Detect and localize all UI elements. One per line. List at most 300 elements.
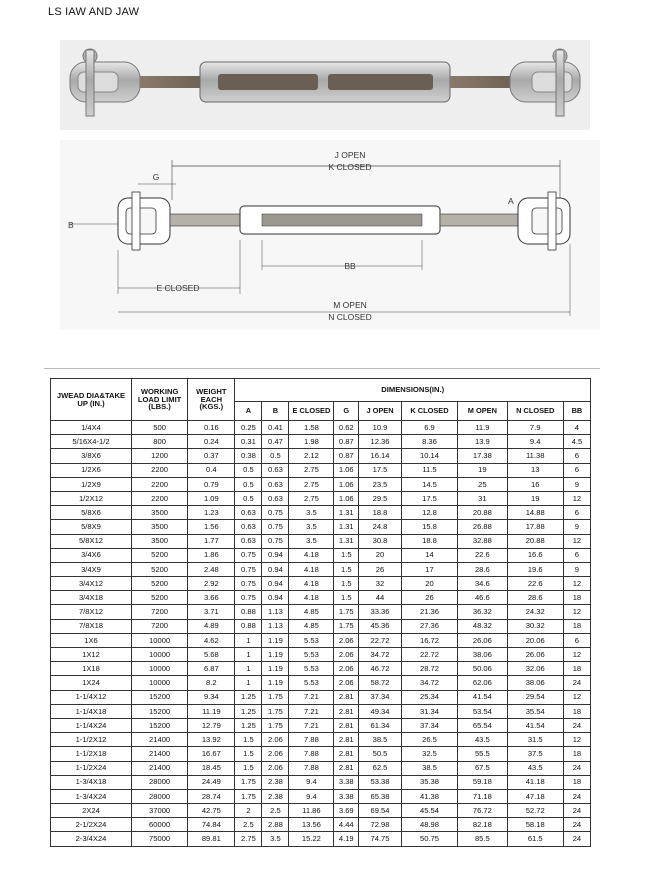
table-cell: 1: [235, 633, 262, 647]
table-cell: 24: [563, 818, 590, 832]
table-cell: 47.18: [507, 789, 563, 803]
table-row: [51, 662, 591, 676]
table-cell: 38.06: [458, 648, 507, 662]
table-cell: 2.06: [334, 633, 359, 647]
spec-table-wrapper: [50, 378, 591, 847]
table-cell: 3.66: [188, 591, 235, 605]
table-cell: 0.63: [235, 506, 262, 520]
table-cell: 8.36: [401, 435, 457, 449]
table-cell: 37.34: [401, 718, 457, 732]
table-cell: 28.74: [188, 789, 235, 803]
table-cell: 5200: [131, 562, 187, 576]
table-cell: 74.84: [188, 818, 235, 832]
table-cell: 1.25: [235, 718, 262, 732]
table-cell: 16.14: [359, 449, 402, 463]
table-row: [51, 633, 591, 647]
table-cell: 25: [458, 477, 507, 491]
table-cell: 10000: [131, 633, 187, 647]
table-cell: 26.06: [507, 648, 563, 662]
table-cell: 0.63: [235, 534, 262, 548]
table-cell: 0.75: [235, 548, 262, 562]
label-a: A: [508, 196, 514, 206]
table-cell: 500: [131, 421, 187, 435]
table-cell: 3.5: [289, 506, 334, 520]
label-m-open: M OPEN: [333, 300, 367, 310]
table-cell: 61.5: [507, 832, 563, 846]
table-cell: 62.06: [458, 676, 507, 690]
table-cell: 2.5: [262, 804, 289, 818]
table-cell: 0.38: [235, 449, 262, 463]
table-cell: 5.53: [289, 648, 334, 662]
table-cell: 7.88: [289, 761, 334, 775]
table-cell: 1.5: [334, 548, 359, 562]
table-cell: 2.48: [188, 562, 235, 576]
header-dim: N CLOSED: [507, 402, 563, 421]
table-cell: 2.81: [334, 718, 359, 732]
table-cell: 50.06: [458, 662, 507, 676]
table-cell: 22.6: [507, 577, 563, 591]
table-row: [51, 421, 591, 435]
table-cell: 52.72: [507, 804, 563, 818]
table-cell: 18.8: [359, 506, 402, 520]
table-cell: 75000: [131, 832, 187, 846]
table-cell: 6: [563, 506, 590, 520]
table-cell: 5200: [131, 591, 187, 605]
table-cell: 12: [563, 648, 590, 662]
table-cell: 10.9: [359, 421, 402, 435]
table-cell: 38.06: [507, 676, 563, 690]
table-cell: 11.38: [507, 449, 563, 463]
table-cell: 55.5: [458, 747, 507, 761]
table-cell: 7.21: [289, 718, 334, 732]
table-cell: 1.75: [334, 605, 359, 619]
table-cell: 35.38: [401, 775, 457, 789]
table-row: [51, 520, 591, 534]
table-cell: 3/4X9: [51, 562, 132, 576]
table-cell: 9.4: [507, 435, 563, 449]
table-cell: 24: [563, 761, 590, 775]
table-cell: 19: [458, 463, 507, 477]
table-cell: 0.63: [262, 463, 289, 477]
table-cell: 41.18: [507, 775, 563, 789]
table-cell: 1.06: [334, 463, 359, 477]
label-e-closed: E CLOSED: [156, 283, 200, 293]
table-cell: 28.72: [401, 662, 457, 676]
table-row: [51, 463, 591, 477]
table-cell: 65.38: [359, 789, 402, 803]
table-cell: 4: [563, 421, 590, 435]
dimension-drawing: [60, 140, 600, 330]
table-cell: 0.75: [235, 577, 262, 591]
table-cell: 0.5: [235, 477, 262, 491]
table-cell: 1.77: [188, 534, 235, 548]
table-cell: 0.4: [188, 463, 235, 477]
table-cell: 7.88: [289, 733, 334, 747]
table-cell: 19: [507, 491, 563, 505]
table-cell: 12: [563, 534, 590, 548]
table-cell: 1.19: [262, 676, 289, 690]
table-row: [51, 676, 591, 690]
table-cell: 1.06: [334, 491, 359, 505]
table-cell: 4.62: [188, 633, 235, 647]
header-dim: A: [235, 402, 262, 421]
table-cell: 12.79: [188, 718, 235, 732]
label-j-open: J OPEN: [334, 150, 366, 160]
table-cell: 20.88: [458, 506, 507, 520]
table-cell: 1-1/4X18: [51, 704, 132, 718]
table-cell: 27.36: [401, 619, 457, 633]
table-cell: 1X24: [51, 676, 132, 690]
table-cell: 49.34: [359, 704, 402, 718]
table-cell: 17: [401, 562, 457, 576]
table-cell: 18: [563, 591, 590, 605]
table-cell: 31.34: [401, 704, 457, 718]
table-cell: 15200: [131, 704, 187, 718]
table-cell: 5.53: [289, 633, 334, 647]
table-cell: 58.18: [507, 818, 563, 832]
table-row: [51, 577, 591, 591]
table-cell: 1: [235, 662, 262, 676]
table-cell: 20: [359, 548, 402, 562]
table-cell: 7200: [131, 619, 187, 633]
table-cell: 28000: [131, 789, 187, 803]
header-dimensions: DIMENSIONS(IN.): [235, 379, 591, 402]
table-cell: 0.79: [188, 477, 235, 491]
table-cell: 1.13: [262, 605, 289, 619]
table-cell: 16.67: [188, 747, 235, 761]
table-cell: 0.75: [262, 534, 289, 548]
table-cell: 13: [507, 463, 563, 477]
table-cell: 0.88: [235, 619, 262, 633]
table-cell: 1X18: [51, 662, 132, 676]
table-cell: 1: [235, 676, 262, 690]
table-cell: 1.31: [334, 506, 359, 520]
table-cell: 12: [563, 733, 590, 747]
table-cell: 1.75: [235, 789, 262, 803]
table-cell: 2.06: [262, 761, 289, 775]
table-cell: 17.5: [359, 463, 402, 477]
table-cell: 22.72: [401, 648, 457, 662]
table-cell: 5.53: [289, 676, 334, 690]
table-cell: 45.36: [359, 619, 402, 633]
table-cell: 1.25: [235, 704, 262, 718]
table-cell: 31: [458, 491, 507, 505]
table-cell: 24: [563, 789, 590, 803]
table-cell: 24: [563, 832, 590, 846]
table-cell: 65.54: [458, 718, 507, 732]
table-cell: 1X6: [51, 633, 132, 647]
table-row: [51, 491, 591, 505]
table-cell: 0.87: [334, 449, 359, 463]
table-row: [51, 818, 591, 832]
table-cell: 2.75: [289, 477, 334, 491]
table-cell: 1.5: [235, 747, 262, 761]
table-cell: 53.38: [359, 775, 402, 789]
table-cell: 2200: [131, 491, 187, 505]
table-cell: 3.5: [262, 832, 289, 846]
table-cell: 32.5: [401, 747, 457, 761]
table-cell: 10000: [131, 676, 187, 690]
table-cell: 12.8: [401, 506, 457, 520]
table-cell: 3.71: [188, 605, 235, 619]
table-cell: 22.6: [458, 548, 507, 562]
table-cell: 2.5: [235, 818, 262, 832]
table-cell: 2.75: [235, 832, 262, 846]
table-cell: 1.86: [188, 548, 235, 562]
table-cell: 59.18: [458, 775, 507, 789]
table-cell: 7/8X18: [51, 619, 132, 633]
table-cell: 41.54: [458, 690, 507, 704]
table-cell: 0.63: [235, 520, 262, 534]
label-k-closed: K CLOSED: [328, 162, 372, 172]
table-cell: 2.81: [334, 747, 359, 761]
table-cell: 21.36: [401, 605, 457, 619]
table-cell: 2.06: [334, 676, 359, 690]
table-cell: 32.06: [507, 662, 563, 676]
table-cell: 42.75: [188, 804, 235, 818]
table-cell: 6: [563, 463, 590, 477]
table-row: [51, 789, 591, 803]
table-row: [51, 534, 591, 548]
table-cell: 67.5: [458, 761, 507, 775]
label-b: B: [68, 220, 74, 230]
table-cell: 2.06: [262, 747, 289, 761]
table-cell: 69.54: [359, 804, 402, 818]
table-cell: 1/2X9: [51, 477, 132, 491]
table-cell: 45.54: [401, 804, 457, 818]
table-cell: 1.13: [262, 619, 289, 633]
table-row: [51, 562, 591, 576]
table-cell: 18: [563, 775, 590, 789]
table-cell: 0.94: [262, 548, 289, 562]
table-cell: 9: [563, 520, 590, 534]
table-cell: 34.6: [458, 577, 507, 591]
table-cell: 0.87: [334, 435, 359, 449]
table-row: [51, 832, 591, 846]
table-cell: 800: [131, 435, 187, 449]
table-cell: 18: [563, 619, 590, 633]
table-cell: 0.63: [262, 491, 289, 505]
table-cell: 1.5: [334, 591, 359, 605]
table-cell: 4.89: [188, 619, 235, 633]
table-row: [51, 449, 591, 463]
table-cell: 0.75: [262, 520, 289, 534]
table-cell: 3500: [131, 534, 187, 548]
table-cell: 1.75: [262, 690, 289, 704]
table-cell: 1-1/4X24: [51, 718, 132, 732]
table-cell: 0.31: [235, 435, 262, 449]
table-cell: 15200: [131, 718, 187, 732]
table-cell: 6: [563, 633, 590, 647]
table-cell: 1.75: [262, 718, 289, 732]
table-cell: 28000: [131, 775, 187, 789]
table-cell: 0.63: [262, 477, 289, 491]
table-cell: 1.09: [188, 491, 235, 505]
table-cell: 28.6: [458, 562, 507, 576]
table-cell: 12: [563, 605, 590, 619]
table-cell: 4.5: [563, 435, 590, 449]
table-cell: 18: [563, 704, 590, 718]
table-cell: 11.19: [188, 704, 235, 718]
table-cell: 41.38: [401, 789, 457, 803]
table-cell: 12: [563, 491, 590, 505]
table-cell: 2200: [131, 477, 187, 491]
table-cell: 23.5: [359, 477, 402, 491]
table-cell: 4.18: [289, 548, 334, 562]
header-dim: B: [262, 402, 289, 421]
table-cell: 4.85: [289, 605, 334, 619]
table-cell: 1.19: [262, 648, 289, 662]
table-cell: 13.92: [188, 733, 235, 747]
table-cell: 1.5: [235, 761, 262, 775]
table-cell: 1-3/4X24: [51, 789, 132, 803]
table-cell: 18: [563, 662, 590, 676]
table-cell: 24.8: [359, 520, 402, 534]
table-cell: 37.34: [359, 690, 402, 704]
table-cell: 2.38: [262, 789, 289, 803]
table-cell: 0.41: [262, 421, 289, 435]
table-cell: 2.92: [188, 577, 235, 591]
table-cell: 9: [563, 562, 590, 576]
table-row: [51, 435, 591, 449]
table-cell: 7.9: [507, 421, 563, 435]
table-cell: 4.18: [289, 577, 334, 591]
table-cell: 1/4X4: [51, 421, 132, 435]
table-cell: 2-3/4X24: [51, 832, 132, 846]
table-cell: 33.36: [359, 605, 402, 619]
table-cell: 50.75: [401, 832, 457, 846]
table-cell: 3/4X6: [51, 548, 132, 562]
table-cell: 29.5: [359, 491, 402, 505]
table-cell: 11.86: [289, 804, 334, 818]
table-cell: 1X12: [51, 648, 132, 662]
table-cell: 31.5: [507, 733, 563, 747]
header-dim: BB: [563, 402, 590, 421]
table-cell: 1.06: [334, 477, 359, 491]
table-cell: 12: [563, 690, 590, 704]
header-dim: J OPEN: [359, 402, 402, 421]
table-cell: 1.19: [262, 633, 289, 647]
table-cell: 6: [563, 449, 590, 463]
table-cell: 1-3/4X18: [51, 775, 132, 789]
header-working-load: WORKING LOAD LIMIT (LBS.): [131, 379, 187, 421]
table-cell: 24: [563, 676, 590, 690]
page-title: LS IAW AND JAW: [48, 6, 140, 18]
table-cell: 2.06: [334, 648, 359, 662]
table-cell: 24.32: [507, 605, 563, 619]
table-row: [51, 548, 591, 562]
table-cell: 2.06: [262, 733, 289, 747]
table-cell: 28.6: [507, 591, 563, 605]
table-cell: 3.5: [289, 534, 334, 548]
table-cell: 3/8X6: [51, 449, 132, 463]
table-cell: 26.5: [401, 733, 457, 747]
table-row: [51, 506, 591, 520]
table-cell: 3500: [131, 520, 187, 534]
spec-table: [50, 378, 591, 847]
table-cell: 7.21: [289, 690, 334, 704]
header-dim: G: [334, 402, 359, 421]
table-row: [51, 733, 591, 747]
table-cell: 22.72: [359, 633, 402, 647]
table-cell: 2X24: [51, 804, 132, 818]
table-cell: 11.9: [458, 421, 507, 435]
table-row: [51, 591, 591, 605]
table-cell: 12: [563, 577, 590, 591]
table-cell: 46.6: [458, 591, 507, 605]
table-cell: 0.5: [262, 449, 289, 463]
table-cell: 18.45: [188, 761, 235, 775]
table-cell: 1.5: [235, 733, 262, 747]
table-cell: 1.25: [235, 690, 262, 704]
table-cell: 60000: [131, 818, 187, 832]
table-row: [51, 605, 591, 619]
table-cell: 1-1/2X12: [51, 733, 132, 747]
table-cell: 17.38: [458, 449, 507, 463]
turnbuckle-photo: [60, 40, 590, 130]
table-cell: 5200: [131, 577, 187, 591]
table-cell: 38.5: [359, 733, 402, 747]
header-dim: E CLOSED: [289, 402, 334, 421]
table-cell: 21400: [131, 761, 187, 775]
table-cell: 76.72: [458, 804, 507, 818]
table-cell: 7/8X12: [51, 605, 132, 619]
table-row: [51, 761, 591, 775]
table-cell: 71.18: [458, 789, 507, 803]
table-cell: 48.98: [401, 818, 457, 832]
table-cell: 2: [235, 804, 262, 818]
table-cell: 30.8: [359, 534, 402, 548]
table-row: [51, 477, 591, 491]
table-cell: 1.5: [334, 562, 359, 576]
table-cell: 4.85: [289, 619, 334, 633]
header-dim: M OPEN: [458, 402, 507, 421]
table-cell: 0.75: [262, 506, 289, 520]
table-cell: 12.36: [359, 435, 402, 449]
table-cell: 24: [563, 804, 590, 818]
table-cell: 1.23: [188, 506, 235, 520]
table-row: [51, 704, 591, 718]
table-cell: 0.75: [235, 562, 262, 576]
table-cell: 5/8X6: [51, 506, 132, 520]
table-cell: 29.54: [507, 690, 563, 704]
table-cell: 24.49: [188, 775, 235, 789]
table-cell: 7.21: [289, 704, 334, 718]
table-cell: 4.18: [289, 562, 334, 576]
table-cell: 35.54: [507, 704, 563, 718]
table-cell: 6: [563, 548, 590, 562]
table-cell: 1.58: [289, 421, 334, 435]
table-cell: 43.5: [507, 761, 563, 775]
table-cell: 74.75: [359, 832, 402, 846]
table-cell: 18.8: [401, 534, 457, 548]
table-cell: 3.38: [334, 789, 359, 803]
table-cell: 32.88: [458, 534, 507, 548]
table-cell: 26.06: [458, 633, 507, 647]
table-cell: 26: [359, 562, 402, 576]
table-cell: 37.5: [507, 747, 563, 761]
table-cell: 17.5: [401, 491, 457, 505]
table-cell: 3500: [131, 506, 187, 520]
table-cell: 1200: [131, 449, 187, 463]
table-cell: 6.87: [188, 662, 235, 676]
table-cell: 1-1/4X12: [51, 690, 132, 704]
table-cell: 41.54: [507, 718, 563, 732]
table-cell: 1/2X12: [51, 491, 132, 505]
table-cell: 18: [563, 747, 590, 761]
table-cell: 21400: [131, 733, 187, 747]
table-cell: 3/4X18: [51, 591, 132, 605]
